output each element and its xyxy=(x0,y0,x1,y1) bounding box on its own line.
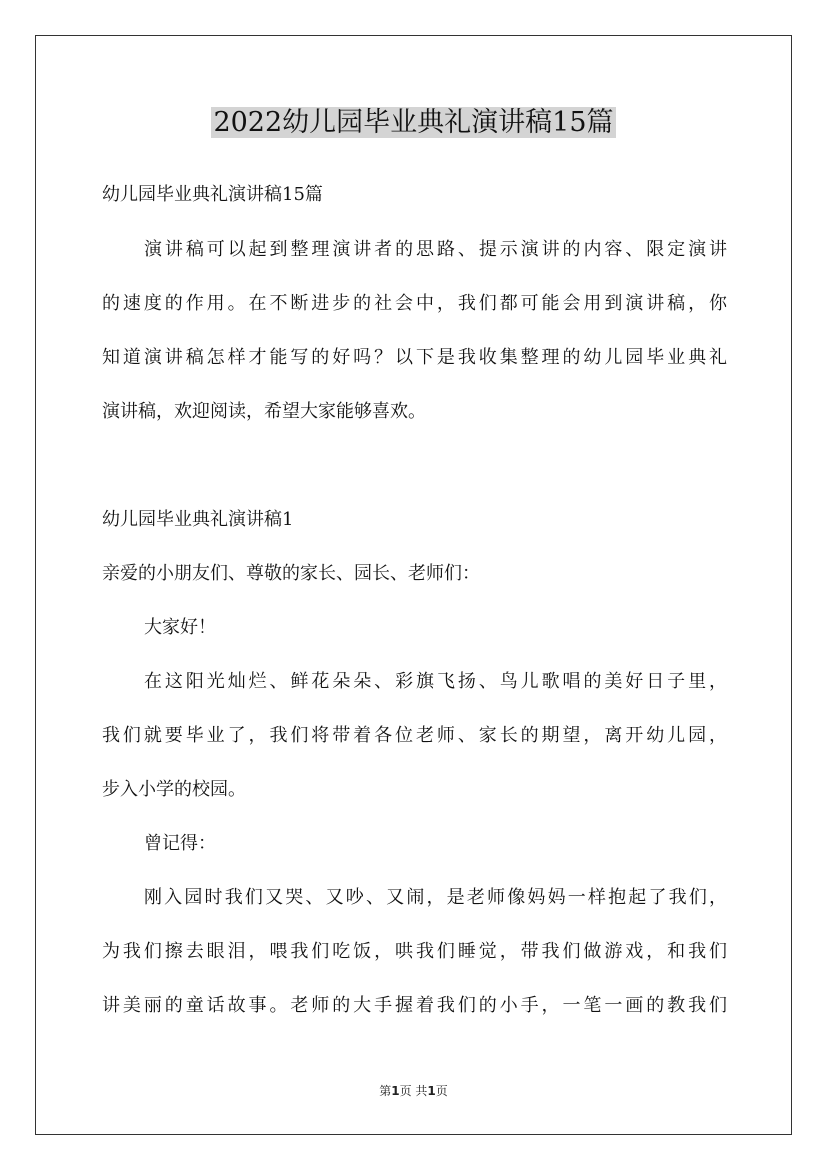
para1-line-1: 在这阳光灿烂、鲜花朵朵、彩旗飞扬、鸟儿歌唱的美好日子里， xyxy=(144,671,727,692)
para2-line-3: 讲美丽的童话故事。老师的大手握着我们的小手，一笔一画的教我们 xyxy=(102,995,727,1016)
document-subtitle: 幼儿园毕业典礼演讲稿15篇 xyxy=(102,184,323,205)
page-footer xyxy=(0,1083,827,1099)
salutation: 亲爱的小朋友们、尊敬的家长、园长、老师们： xyxy=(102,563,480,584)
footer-mid: 页 共 xyxy=(399,1084,428,1098)
para2-line-1: 刚入园时我们又哭、又吵、又闹，是老师像妈妈一样抱起了我们， xyxy=(144,887,727,908)
intro-line-3: 知道演讲稿怎样才能写的好吗？以下是我收集整理的幼儿园毕业典礼 xyxy=(102,347,727,368)
para1-line-2: 我们就要毕业了，我们将带着各位老师、家长的期望，离开幼儿园， xyxy=(102,725,727,746)
memory-label: 曾记得： xyxy=(144,833,216,854)
greeting: 大家好！ xyxy=(144,617,216,638)
document-title-text: 2022幼儿园毕业典礼演讲稿15篇 xyxy=(213,107,614,138)
para2-line-2: 为我们擦去眼泪，喂我们吃饭，哄我们睡觉，带我们做游戏，和我们 xyxy=(102,941,727,962)
intro-line-4: 演讲稿，欢迎阅读，希望大家能够喜欢。 xyxy=(102,401,426,422)
footer-page-total: 1 xyxy=(427,1084,436,1098)
intro-line-2: 的速度的作用。在不断进步的社会中，我们都可能会用到演讲稿，你 xyxy=(102,293,727,314)
footer-page-current: 1 xyxy=(391,1084,400,1098)
section-heading: 幼儿园毕业典礼演讲稿1 xyxy=(102,509,294,530)
intro-line-1: 演讲稿可以起到整理演讲者的思路、提示演讲的内容、限定演讲 xyxy=(144,239,727,260)
para1-line-3: 步入小学的校园。 xyxy=(102,779,246,800)
footer-prefix: 第 xyxy=(379,1084,392,1098)
document-title xyxy=(0,103,827,143)
footer-suffix: 页 xyxy=(435,1084,448,1098)
